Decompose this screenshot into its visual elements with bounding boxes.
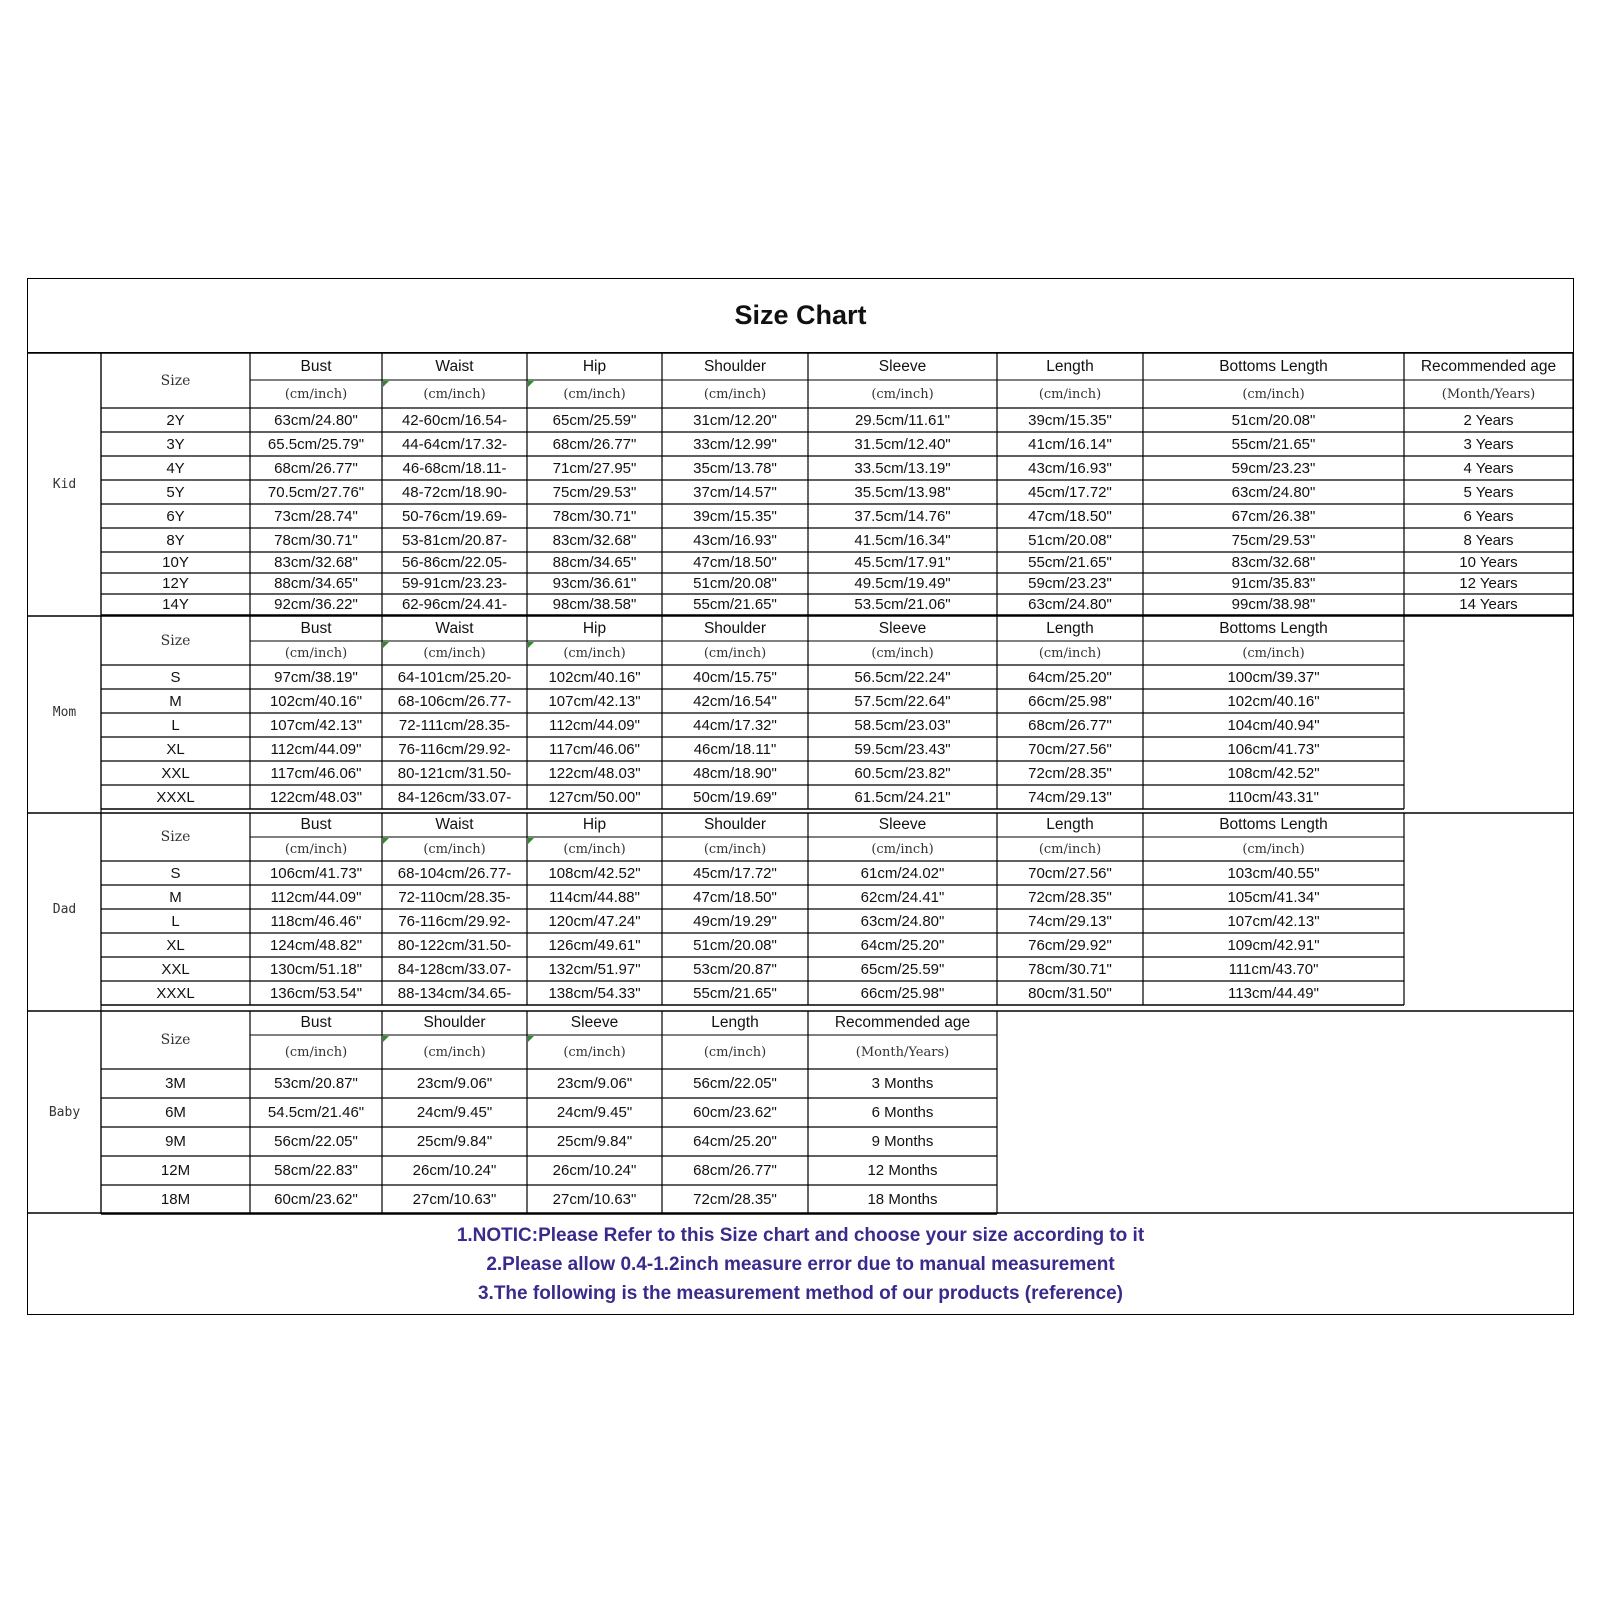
mom-data-cell: 74cm/29.13" <box>1028 788 1112 806</box>
mom-data-cell: 61.5cm/24.21" <box>854 788 951 806</box>
kid-data-cell: 14 Years <box>1459 596 1518 613</box>
kid-size-cell: 5Y <box>166 483 185 501</box>
mom-col-unit: (cm/inch) <box>703 645 767 661</box>
dad-data-cell: 64cm/25.20" <box>860 936 945 954</box>
kid-data-cell: 5 Years <box>1463 483 1514 501</box>
dad-data-cell: 80-122cm/31.50- <box>397 936 512 954</box>
dad-data-cell: 61cm/24.02" <box>860 864 945 882</box>
kid-data-cell: 83cm/32.68" <box>1231 554 1316 571</box>
note-line-3: 3.The following is the measurement method of our products (reference) <box>477 1283 1124 1304</box>
dad-data-cell: 112cm/44.09" <box>270 888 362 906</box>
mom-data-cell: 40cm/15.75" <box>693 668 777 686</box>
baby-data-cell: 12 Months <box>867 1162 938 1179</box>
dad-data-cell: 63cm/24.80" <box>860 912 945 930</box>
kid-data-cell: 41cm/16.14" <box>1028 435 1112 453</box>
kid-data-cell: 33cm/12.99" <box>693 435 777 453</box>
kid-data-cell: 65cm/25.59" <box>552 411 637 429</box>
dad-col-unit: (cm/inch) <box>703 841 767 857</box>
baby-data-cell: 27cm/10.63" <box>412 1191 497 1208</box>
baby-col-unit: (cm/inch) <box>284 1044 348 1060</box>
kid-data-cell: 6 Years <box>1463 507 1514 525</box>
kid-data-cell: 83cm/32.68" <box>552 531 637 549</box>
kid-col-unit: (cm/inch) <box>423 386 486 402</box>
kid-data-cell: 2 Years <box>1463 411 1514 429</box>
kid-data-cell: 59cm/23.23" <box>1231 459 1316 477</box>
kid-col-header: Length <box>1046 357 1094 375</box>
mom-data-cell: 122cm/48.03" <box>269 788 363 806</box>
mom-data-cell: 84-126cm/33.07- <box>397 788 512 806</box>
dad-size-cell: XL <box>166 936 185 954</box>
dad-data-cell: 130cm/51.18" <box>269 960 363 978</box>
baby-data-cell: 25cm/9.84" <box>416 1133 493 1150</box>
dad-col-header: Length <box>1046 816 1094 833</box>
baby-data-cell: 24cm/9.45" <box>556 1104 633 1121</box>
dad-data-cell: 53cm/20.87" <box>693 960 777 978</box>
kid-size-cell: 4Y <box>166 459 185 477</box>
dad-data-cell: 62cm/24.41" <box>860 888 945 906</box>
dad-data-cell: 109cm/42.91" <box>1227 936 1320 954</box>
mom-data-cell: 117cm/46.06" <box>270 764 362 782</box>
baby-data-cell: 18 Months <box>867 1191 938 1208</box>
dad-data-cell: 113cm/44.49" <box>1228 984 1319 1002</box>
section-label-mom: Mom <box>52 705 77 720</box>
dad-data-cell: 49cm/19.29" <box>693 912 777 930</box>
baby-data-cell: 23cm/9.06" <box>556 1075 633 1092</box>
baby-col-unit: (cm/inch) <box>703 1044 767 1060</box>
kid-col-header: Hip <box>582 357 607 375</box>
mom-data-cell: 104cm/40.94" <box>1227 716 1320 734</box>
mom-data-cell: 58.5cm/23.03" <box>854 716 951 734</box>
mom-data-cell: 100cm/39.37" <box>1227 668 1320 686</box>
kid-size-cell: 10Y <box>162 554 189 571</box>
dad-size-header: Size <box>160 829 191 845</box>
kid-data-cell: 39cm/15.35" <box>1028 411 1112 429</box>
mom-col-unit: (cm/inch) <box>871 645 934 661</box>
dad-data-cell: 88-134cm/34.65- <box>397 984 512 1002</box>
dad-col-header: Waist <box>435 816 474 833</box>
dad-data-cell: 132cm/51.97" <box>548 960 641 978</box>
kid-data-cell: 68cm/26.77" <box>552 435 637 453</box>
dad-col-header: Sleeve <box>878 816 927 833</box>
kid-data-cell: 12 Years <box>1459 575 1518 592</box>
dad-data-cell: 124cm/48.82" <box>269 936 363 954</box>
dad-size-cell: M <box>169 888 182 906</box>
dad-col-unit: (cm/inch) <box>284 841 348 857</box>
baby-data-cell: 68cm/26.77" <box>693 1162 777 1179</box>
mom-data-cell: 80-121cm/31.50- <box>397 764 512 782</box>
mom-data-cell: 107cm/42.13" <box>548 692 641 710</box>
mom-col-unit: (cm/inch) <box>284 645 348 661</box>
kid-data-cell: 8 Years <box>1463 531 1514 549</box>
mom-data-cell: 117cm/46.06" <box>549 740 640 758</box>
baby-size-cell: 3M <box>165 1075 186 1092</box>
mom-data-cell: 46cm/18.11" <box>693 740 777 758</box>
kid-data-cell: 51cm/20.08" <box>1028 531 1112 549</box>
mom-data-cell: 44cm/17.32" <box>693 716 777 734</box>
notes-block <box>28 1213 1573 1316</box>
dad-size-cell: L <box>171 912 180 930</box>
mom-col-header: Hip <box>582 619 607 637</box>
mom-data-cell: 127cm/50.00" <box>548 788 641 806</box>
baby-data-cell: 64cm/25.20" <box>693 1133 777 1150</box>
baby-col-unit: (Month/Years) <box>855 1044 950 1060</box>
dad-data-cell: 66cm/25.98" <box>860 984 945 1002</box>
mom-col-header: Shoulder <box>703 619 767 637</box>
kid-data-cell: 46-68cm/18.11- <box>402 459 507 477</box>
mom-col-header: Bottoms Length <box>1219 619 1328 637</box>
dad-data-cell: 105cm/41.34" <box>1227 888 1320 906</box>
dad-data-cell: 136cm/53.54" <box>269 984 363 1002</box>
kid-data-cell: 91cm/35.83" <box>1231 575 1316 592</box>
kid-data-cell: 73cm/28.74" <box>274 507 358 525</box>
kid-data-cell: 59-91cm/23.23- <box>401 575 508 592</box>
kid-data-cell: 99cm/38.98" <box>1231 596 1316 613</box>
kid-data-cell: 53-81cm/20.87- <box>401 531 508 549</box>
kid-data-cell: 35.5cm/13.98" <box>854 483 951 501</box>
mom-data-cell: 107cm/42.13" <box>269 716 363 734</box>
baby-data-cell: 54.5cm/21.46" <box>267 1104 365 1121</box>
kid-data-cell: 4 Years <box>1463 459 1514 477</box>
dad-data-cell: 106cm/41.73" <box>269 864 363 882</box>
kid-size-cell: 8Y <box>166 531 185 549</box>
dad-col-unit: (cm/inch) <box>1038 841 1102 857</box>
baby-data-cell: 27cm/10.63" <box>552 1191 637 1208</box>
mom-data-cell: 102cm/40.16" <box>1227 692 1320 710</box>
mom-col-header: Waist <box>435 619 474 637</box>
kid-data-cell: 62-96cm/24.41- <box>401 596 508 613</box>
baby-col-header: Recommended age <box>834 1014 971 1031</box>
kid-data-cell: 53.5cm/21.06" <box>854 596 951 613</box>
kid-size-cell: 3Y <box>166 435 185 453</box>
baby-size-cell: 18M <box>160 1191 191 1208</box>
mom-col-unit: (cm/inch) <box>1242 645 1305 661</box>
kid-data-cell: 42-60cm/16.54- <box>401 411 508 429</box>
kid-data-cell: 92cm/36.22" <box>274 596 358 613</box>
dad-col-header: Bottoms Length <box>1219 816 1328 833</box>
kid-data-cell: 45cm/17.72" <box>1028 483 1112 501</box>
mom-data-cell: 72cm/28.35" <box>1028 764 1112 782</box>
mom-data-cell: 68-106cm/26.77- <box>397 692 512 710</box>
dad-data-cell: 108cm/42.52" <box>548 864 641 882</box>
mom-data-cell: 108cm/42.52" <box>1227 764 1320 782</box>
mom-size-cell: XXL <box>161 764 190 782</box>
kid-data-cell: 39cm/15.35" <box>693 507 777 525</box>
mom-col-header: Bust <box>300 619 332 637</box>
dad-col-unit: (cm/inch) <box>1242 841 1305 857</box>
kid-data-cell: 55cm/21.65" <box>1231 435 1316 453</box>
mom-col-unit: (cm/inch) <box>1038 645 1102 661</box>
mom-size-cell: XL <box>166 740 185 758</box>
kid-data-cell: 67cm/26.38" <box>1231 507 1316 525</box>
dad-data-cell: 107cm/42.13" <box>1227 912 1320 930</box>
kid-data-cell: 93cm/36.61" <box>552 575 637 592</box>
baby-data-cell: 60cm/23.62" <box>693 1104 777 1121</box>
dad-data-cell: 65cm/25.59" <box>860 960 945 978</box>
dad-data-cell: 103cm/40.55" <box>1227 864 1320 882</box>
baby-data-cell: 3 Months <box>871 1075 934 1092</box>
kid-data-cell: 43cm/16.93" <box>693 531 777 549</box>
kid-col-header: Bottoms Length <box>1219 357 1328 375</box>
dad-data-cell: 51cm/20.08" <box>693 936 777 954</box>
kid-data-cell: 49.5cm/19.49" <box>854 575 951 592</box>
baby-col-header: Shoulder <box>423 1014 486 1031</box>
mom-data-cell: 48cm/18.90" <box>693 764 777 782</box>
dad-data-cell: 72-110cm/28.35- <box>398 888 511 906</box>
kid-data-cell: 47cm/18.50" <box>693 554 777 571</box>
mom-data-cell: 50cm/19.69" <box>693 788 777 806</box>
kid-col-unit: (cm/inch) <box>563 386 626 402</box>
kid-data-cell: 37.5cm/14.76" <box>854 507 951 525</box>
dad-data-cell: 68-104cm/26.77- <box>397 864 512 882</box>
kid-data-cell: 98cm/38.58" <box>552 596 637 613</box>
dad-data-cell: 76cm/29.92" <box>1028 936 1112 954</box>
kid-data-cell: 56-86cm/22.05- <box>401 554 508 571</box>
dad-data-cell: 114cm/44.88" <box>549 888 640 906</box>
kid-col-unit: (cm/inch) <box>1242 386 1305 402</box>
kid-data-cell: 37cm/14.57" <box>693 483 777 501</box>
dad-data-cell: 70cm/27.56" <box>1028 864 1112 882</box>
baby-data-cell: 58cm/22.83" <box>274 1162 358 1179</box>
mom-data-cell: 102cm/40.16" <box>548 668 641 686</box>
baby-size-cell: 9M <box>165 1133 186 1150</box>
mom-data-cell: 122cm/48.03" <box>548 764 641 782</box>
mom-size-cell: L <box>171 716 180 734</box>
baby-data-cell: 56cm/22.05" <box>693 1075 777 1092</box>
mom-data-cell: 72-111cm/28.35- <box>398 716 511 734</box>
baby-data-cell: 53cm/20.87" <box>274 1075 358 1092</box>
kid-data-cell: 51cm/20.08" <box>1231 411 1316 429</box>
kid-data-cell: 75cm/29.53" <box>1231 531 1316 549</box>
mom-data-cell: 64-101cm/25.20- <box>397 668 512 686</box>
dad-size-cell: XXL <box>161 960 190 978</box>
baby-col-unit: (cm/inch) <box>563 1044 626 1060</box>
kid-data-cell: 68cm/26.77" <box>274 459 358 477</box>
kid-col-unit: (cm/inch) <box>703 386 767 402</box>
kid-data-cell: 55cm/21.65" <box>693 596 777 613</box>
baby-data-cell: 56cm/22.05" <box>274 1133 358 1150</box>
kid-data-cell: 51cm/20.08" <box>693 575 777 592</box>
kid-data-cell: 63cm/24.80" <box>1231 483 1316 501</box>
baby-data-cell: 25cm/9.84" <box>556 1133 633 1150</box>
kid-size-cell: 6Y <box>166 507 185 525</box>
mom-col-unit: (cm/inch) <box>423 645 486 661</box>
kid-col-header: Recommended age <box>1420 357 1557 375</box>
kid-data-cell: 29.5cm/11.61" <box>854 411 951 429</box>
kid-data-cell: 43cm/16.93" <box>1028 459 1112 477</box>
dad-col-header: Bust <box>300 816 332 833</box>
kid-data-cell: 31.5cm/12.40" <box>854 435 951 453</box>
kid-data-cell: 59cm/23.23" <box>1028 575 1112 592</box>
mom-data-cell: 110cm/43.31" <box>1228 788 1319 806</box>
baby-col-unit: (cm/inch) <box>423 1044 486 1060</box>
dad-data-cell: 80cm/31.50" <box>1028 984 1112 1002</box>
baby-data-cell: 60cm/23.62" <box>274 1191 358 1208</box>
baby-col-header: Sleeve <box>570 1014 619 1031</box>
kid-data-cell: 31cm/12.20" <box>693 411 777 429</box>
kid-data-cell: 78cm/30.71" <box>274 531 358 549</box>
dad-data-cell: 55cm/21.65" <box>693 984 777 1002</box>
baby-data-cell: 23cm/9.06" <box>416 1075 493 1092</box>
dad-data-cell: 126cm/49.61" <box>548 936 641 954</box>
size-chart <box>27 278 1574 1315</box>
baby-data-cell: 6 Months <box>871 1104 934 1121</box>
dad-data-cell: 72cm/28.35" <box>1028 888 1112 906</box>
dad-data-cell: 138cm/54.33" <box>548 984 641 1002</box>
kid-data-cell: 83cm/32.68" <box>274 554 358 571</box>
note-line-2: 2.Please allow 0.4-1.2inch measure error due to manual measurement <box>486 1254 1115 1275</box>
mom-col-unit: (cm/inch) <box>563 645 626 661</box>
kid-data-cell: 10 Years <box>1459 554 1518 571</box>
mom-data-cell: 112cm/44.09" <box>270 740 362 758</box>
kid-col-header: Sleeve <box>878 357 927 375</box>
kid-data-cell: 48-72cm/18.90- <box>401 483 508 501</box>
kid-size-cell: 12Y <box>162 575 189 592</box>
kid-col-header: Shoulder <box>703 357 767 375</box>
kid-data-cell: 33.5cm/13.19" <box>854 459 951 477</box>
kid-col-unit: (Month/Years) <box>1441 386 1536 402</box>
dad-col-header: Shoulder <box>703 816 767 833</box>
kid-data-cell: 35cm/13.78" <box>693 459 777 477</box>
kid-data-cell: 65.5cm/25.79" <box>267 435 365 453</box>
baby-col-header: Length <box>711 1014 759 1031</box>
dad-col-unit: (cm/inch) <box>563 841 626 857</box>
kid-col-unit: (cm/inch) <box>871 386 934 402</box>
mom-data-cell: 59.5cm/23.43" <box>854 740 951 758</box>
dad-data-cell: 47cm/18.50" <box>693 888 777 906</box>
kid-data-cell: 78cm/30.71" <box>552 507 637 525</box>
mom-data-cell: 97cm/38.19" <box>274 668 358 686</box>
kid-col-header: Bust <box>300 357 332 375</box>
kid-data-cell: 47cm/18.50" <box>1028 507 1112 525</box>
dad-data-cell: 76-116cm/29.92- <box>398 912 511 930</box>
kid-data-cell: 75cm/29.53" <box>552 483 637 501</box>
kid-data-cell: 63cm/24.80" <box>274 411 358 429</box>
kid-data-cell: 88cm/34.65" <box>552 554 637 571</box>
chart-title: Size Chart <box>28 279 1573 353</box>
dad-data-cell: 74cm/29.13" <box>1028 912 1112 930</box>
mom-size-cell: S <box>170 668 181 686</box>
dad-col-unit: (cm/inch) <box>871 841 934 857</box>
baby-data-cell: 26cm/10.24" <box>552 1162 637 1179</box>
kid-col-header: Waist <box>435 357 474 375</box>
note-line-1: 1.NOTIC:Please Refer to this Size chart and choose your size according to it <box>456 1225 1145 1246</box>
baby-data-cell: 26cm/10.24" <box>412 1162 497 1179</box>
section-label-dad: Dad <box>52 901 77 917</box>
kid-col-unit: (cm/inch) <box>1038 386 1102 402</box>
baby-data-cell: 72cm/28.35" <box>693 1191 777 1208</box>
mom-data-cell: 66cm/25.98" <box>1028 692 1112 710</box>
dad-col-header: Hip <box>582 816 607 833</box>
dad-size-cell: XXXL <box>156 984 195 1002</box>
baby-data-cell: 24cm/9.45" <box>416 1104 493 1121</box>
kid-data-cell: 63cm/24.80" <box>1028 596 1112 613</box>
mom-size-header: Size <box>160 632 191 649</box>
kid-size-header: Size <box>160 372 191 389</box>
dad-data-cell: 118cm/46.46" <box>270 912 362 930</box>
kid-data-cell: 45.5cm/17.91" <box>854 554 951 571</box>
kid-size-cell: 2Y <box>166 411 185 429</box>
dad-data-cell: 78cm/30.71" <box>1028 960 1112 978</box>
baby-size-cell: 6M <box>165 1104 186 1121</box>
mom-data-cell: 64cm/25.20" <box>1028 668 1112 686</box>
baby-size-cell: 12M <box>160 1162 191 1179</box>
kid-col-unit: (cm/inch) <box>284 386 348 402</box>
dad-data-cell: 120cm/47.24" <box>548 912 641 930</box>
section-label-kid: Kid <box>52 476 77 492</box>
mom-data-cell: 76-116cm/29.92- <box>398 740 511 758</box>
mom-col-header: Sleeve <box>878 619 927 637</box>
kid-data-cell: 55cm/21.65" <box>1028 554 1112 571</box>
mom-data-cell: 57.5cm/22.64" <box>854 692 951 710</box>
mom-data-cell: 106cm/41.73" <box>1227 740 1320 758</box>
mom-size-cell: XXXL <box>156 788 195 806</box>
kid-data-cell: 71cm/27.95" <box>552 459 637 477</box>
kid-data-cell: 70.5cm/27.76" <box>267 483 365 501</box>
kid-size-cell: 14Y <box>162 596 189 613</box>
mom-data-cell: 56.5cm/22.24" <box>854 668 951 686</box>
mom-data-cell: 112cm/44.09" <box>549 716 640 734</box>
mom-data-cell: 60.5cm/23.82" <box>854 764 951 782</box>
dad-data-cell: 111cm/43.70" <box>1228 960 1319 978</box>
dad-size-cell: S <box>170 864 181 882</box>
section-label-baby: Baby <box>48 1105 81 1120</box>
baby-data-cell: 9 Months <box>871 1133 934 1150</box>
kid-data-cell: 3 Years <box>1463 435 1514 453</box>
mom-data-cell: 70cm/27.56" <box>1028 740 1112 758</box>
kid-data-cell: 44-64cm/17.32- <box>401 435 508 453</box>
baby-size-header: Size <box>160 1032 191 1048</box>
baby-col-header: Bust <box>300 1014 332 1031</box>
kid-data-cell: 88cm/34.65" <box>274 575 358 592</box>
kid-data-cell: 50-76cm/19.69- <box>401 507 508 525</box>
dad-col-unit: (cm/inch) <box>423 841 486 857</box>
mom-data-cell: 68cm/26.77" <box>1028 716 1112 734</box>
kid-data-cell: 41.5cm/16.34" <box>854 531 951 549</box>
mom-data-cell: 42cm/16.54" <box>693 692 777 710</box>
dad-data-cell: 45cm/17.72" <box>693 864 777 882</box>
mom-data-cell: 102cm/40.16" <box>269 692 363 710</box>
mom-col-header: Length <box>1046 619 1094 637</box>
mom-size-cell: M <box>169 692 182 710</box>
dad-data-cell: 84-128cm/33.07- <box>397 960 512 978</box>
